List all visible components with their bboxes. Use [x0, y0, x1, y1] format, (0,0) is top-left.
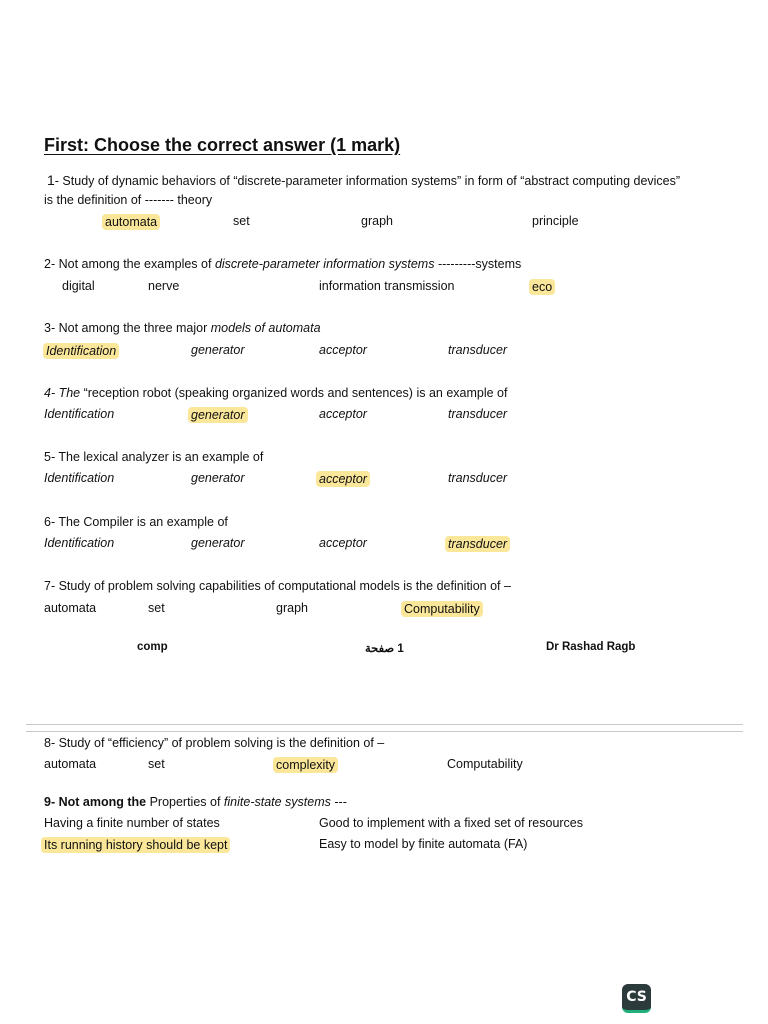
q5-option-c: acceptor [316, 471, 370, 487]
question-5: 5- The lexical analyzer is an example of [44, 450, 264, 464]
question-1-number: 1 [47, 172, 55, 188]
question-9-suffix: --- [330, 795, 347, 809]
question-9-bold: 9- Not among the [44, 795, 147, 809]
q3-option-d: transducer [448, 343, 508, 357]
question-2 [44, 257, 521, 271]
q8-option-b: set [148, 757, 165, 771]
q5-option-d: transducer [448, 471, 508, 485]
question-4-prefix: 4- The [44, 386, 84, 400]
question-9 [44, 795, 347, 809]
q7-option-d: Computability [401, 601, 483, 617]
q7-option-b: set [148, 601, 165, 615]
q2-option-a: digital [62, 279, 95, 293]
question-4 [44, 386, 507, 400]
q5-option-a: Identification [44, 471, 115, 485]
q4-option-d: transducer [448, 407, 508, 421]
footer-author: Dr Rashad Ragb [546, 641, 636, 653]
q2-option-c: information transmission [319, 279, 455, 293]
question-4-text: “reception robot (speaking organized words and sentences) is an example of [83, 386, 508, 400]
question-3-italic: models of automata [210, 321, 321, 335]
q1-option-d: principle [532, 214, 579, 228]
q1-option-c: graph [361, 214, 393, 228]
question-3-prefix: 3- Not among the three major [44, 321, 211, 335]
footer-page-number: 1 صفحة [365, 643, 404, 655]
page-divider [26, 724, 743, 732]
question-9-plain: Properties of [146, 795, 224, 809]
question-3 [44, 321, 321, 335]
question-6: 6- The Compiler is an example of [44, 515, 228, 529]
question-1 [47, 172, 680, 188]
q4-option-a: Identification [44, 407, 115, 421]
question-2-suffix: ---------systems [434, 257, 522, 271]
question-1-text: - Study of dynamic behaviors of “discrete-parameter information systems” in form of “abstract computing devices” [54, 174, 681, 188]
question-1-line2: is the definition of ------- theory [44, 193, 213, 207]
q9-option-a: Having a finite number of states [44, 816, 220, 830]
q6-option-d: transducer [445, 536, 510, 552]
footer-course: comp [137, 641, 168, 653]
question-2-prefix: 2- Not among the examples of [44, 257, 215, 271]
q8-option-a: automata [44, 757, 97, 771]
q4-option-b: generator [188, 407, 248, 423]
q1-option-b: set [233, 214, 250, 228]
q3-option-c: acceptor [319, 343, 367, 357]
q9-option-c: Its running history should be kept [41, 837, 230, 853]
q8-option-d: Computability [447, 757, 523, 771]
q2-option-d: eco [529, 279, 555, 295]
q9-option-b: Good to implement with a fixed set of resources [319, 816, 584, 830]
q6-option-b: generator [191, 536, 245, 550]
q3-option-a: Identification [43, 343, 119, 359]
question-8: 8- Study of “efficiency” of problem solving is the definition of – [44, 736, 385, 750]
q7-option-a: automata [44, 601, 97, 615]
q2-option-b: nerve [148, 279, 180, 293]
q4-option-c: acceptor [319, 407, 367, 421]
q3-option-b: generator [191, 343, 245, 357]
question-9-italic: finite-state systems [223, 795, 331, 809]
q1-option-a: automata [102, 214, 160, 230]
q8-option-c: complexity [273, 757, 338, 773]
question-2-italic: discrete-parameter information systems [214, 257, 435, 271]
logo-text: CS [626, 989, 647, 1005]
section-heading: First: Choose the correct answer (1 mark) [44, 135, 401, 155]
q6-option-c: acceptor [319, 536, 367, 550]
q7-option-c: graph [276, 601, 308, 615]
q9-option-d: Easy to model by finite automata (FA) [319, 837, 528, 851]
question-7: 7- Study of problem solving capabilities of computational models is the definition of – [44, 579, 511, 593]
q6-option-a: Identification [44, 536, 115, 550]
q5-option-b: generator [191, 471, 245, 485]
camscanner-logo [622, 984, 651, 1013]
